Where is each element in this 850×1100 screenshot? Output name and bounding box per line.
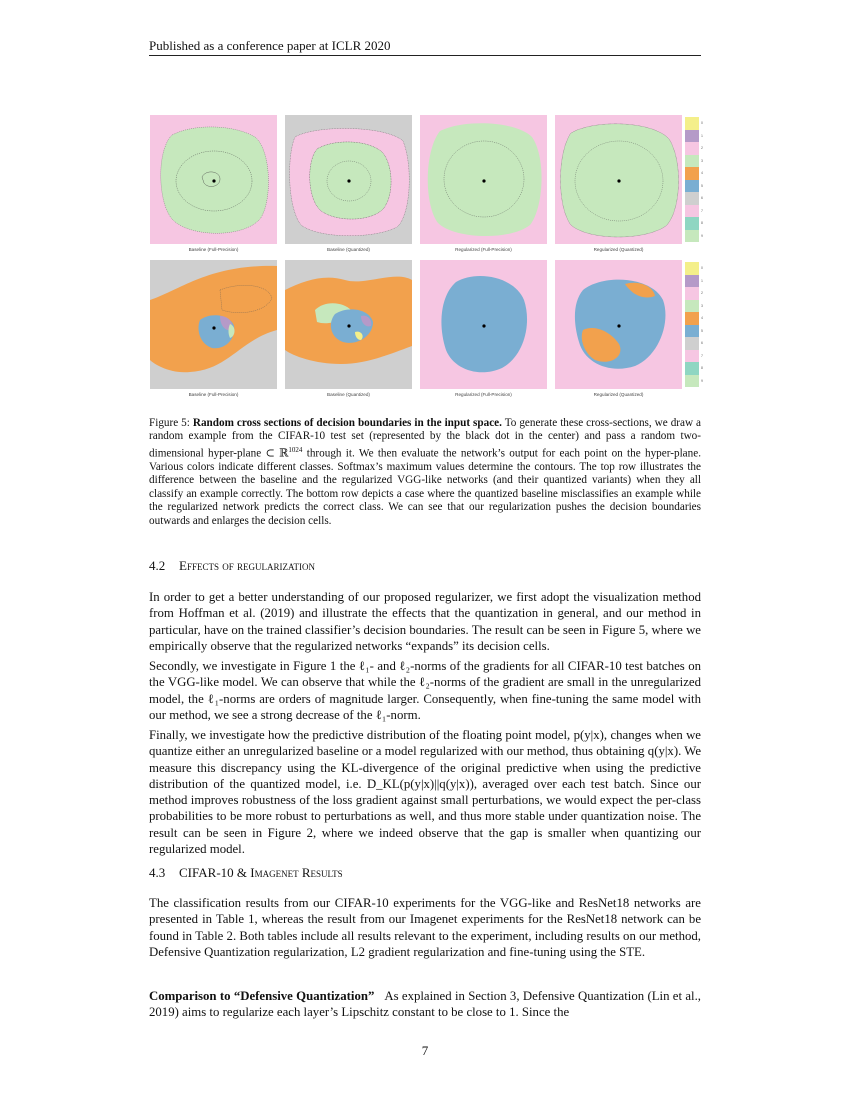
colorbar-tick: 3 xyxy=(701,158,703,163)
colorbar-tick: 6 xyxy=(701,341,703,345)
running-header: Published as a conference paper at ICLR 2020 xyxy=(149,38,391,53)
panel-top-regularized-fp xyxy=(420,115,547,244)
colorbar-top xyxy=(685,117,703,242)
colorbar-tick: 8 xyxy=(701,366,703,370)
paragraph-text: As explained in Section 3, Defensive Quantization (Lin et al., 2019) aims to regularize each layer’s Lipschitz constant to be close to 1. Since the xyxy=(149,989,701,1020)
colorbar-tick: 6 xyxy=(701,196,703,200)
colorbar-tick: 2 xyxy=(701,146,703,150)
colorbar-tick: 5 xyxy=(701,328,703,333)
panel-top-baseline-quant xyxy=(285,115,412,244)
colorbar-tick: 4 xyxy=(701,316,703,320)
section-title: CIFAR-10 & Imagenet Results xyxy=(179,865,343,880)
panel-bottom-baseline-quant xyxy=(285,260,412,389)
panel-label: Regularized (Full-Precision) xyxy=(455,247,512,252)
caption-exponent: 1024 xyxy=(288,445,303,454)
colorbar-tick: 1 xyxy=(701,133,703,138)
panel-label: Regularized (Quantized) xyxy=(593,247,644,252)
colorbar-tick: 7 xyxy=(701,353,703,358)
colorbar-tick: 8 xyxy=(701,221,703,225)
caption-text: To generate these cross-sections, we draw a random example from the CIFAR-10 test set (represented by the black dot in the center) and pass a random two-dimensional hyper-plane ⊂ ℝ xyxy=(149,417,701,460)
header-rule xyxy=(149,55,701,56)
caption-text-cont: through it. We then evaluate the network’s output for each point on the hyper-plane. Various colors indicate different classes. Softmax’s maximum values determine the contours. The top row illustrates the difference between the baseline and the regularized VGG-like networks (and their quantized variants) when they all classify an example correctly. The bottom row depicts a case where the quantized baseline misclassifies an example while the regularized network predicts the correct class. We can see that our regularization pushes the decision boundaries outwards and enlarges the decision cells. xyxy=(149,447,701,527)
colorbar-tick: 7 xyxy=(701,208,703,213)
colorbar-tick: 1 xyxy=(701,278,703,283)
paragraph-heading: Comparison to “Defensive Quantization” xyxy=(149,989,375,1003)
caption-label: Figure 5: xyxy=(149,417,190,429)
figure-5 xyxy=(150,115,702,397)
colorbar-tick: 3 xyxy=(701,303,703,308)
colorbar-tick: 9 xyxy=(701,233,703,238)
panel-label: Baseline (Full-Precision) xyxy=(188,392,239,397)
paragraph: Finally, we investigate how the predictive distribution of the floating point model, p(y|x), changes when we quantize either an unregularized baseline or a model regularized with our method, thus obtaining q(y|x). We measure this discrepancy using the KL-divergence of the original predictive when using the predictive distribution of the quantized model, i.e. D_KL(p(y|x)||q(y|x)), averaged over each test batch. Since our method improves robustness of the loss gradient against small perturbations, we would expect the per-class probabilities to be more robust to perturbations as well, and thus more stable under quantization noise. The result can be seen in Figure 2, where we indeed observe that the gap is smaller when quantizing our regularized model. xyxy=(149,728,701,857)
panel-bottom-regularized-quant xyxy=(555,260,682,389)
paragraph: In order to get a better understanding of our proposed regularizer, we first adopt the visualization method from Hoffman et al. (2019) and illustrate the effects that the quantization in general, and our method in particular, have on the trained classifier’s decision boundaries. The result can be seen in Figure 5, where we empirically observe that the regularized networks “expands” its decision cells. xyxy=(149,590,701,653)
colorbar-tick: 9 xyxy=(701,378,703,383)
section-number: 4.3 xyxy=(149,865,166,880)
paragraph-comparison xyxy=(149,988,701,1021)
panel-label: Baseline (Quantized) xyxy=(327,392,370,397)
section-heading-4-2 xyxy=(149,558,701,574)
panel-top-baseline-fp xyxy=(150,115,277,244)
caption-title: Random cross sections of decision boundaries in the input space. xyxy=(192,417,502,429)
panel-label: Regularized (Quantized) xyxy=(593,392,644,397)
paragraph: Secondly, we investigate in Figure 1 the ℓ₁- and ℓ₂-norms of the gradients for all CIFAR-10 test batches on the VGG-like model. We can observe that while the ℓ₂-norms of the gradient are small in the unregularized model, the ℓ₁-norms are orders of magnitude larger. Consequently, when fine-tuning the same model with our method, we see a strong decrease of the ℓ₁-norm. xyxy=(149,659,701,722)
panel-bottom-regularized-fp xyxy=(420,260,547,389)
page-number: 7 xyxy=(421,1043,429,1058)
section-heading-4-3 xyxy=(149,865,701,881)
panel-label: Baseline (Quantized) xyxy=(327,247,370,252)
section-title: Effects of regularization xyxy=(179,558,315,573)
colorbar-tick: 4 xyxy=(701,171,703,175)
paragraph: The classification results from our CIFAR-10 experiments for the VGG-like and ResNet18 networks are presented in Table 1, whereas the result from our Imagenet experiments for the ResNet18 network can be found in Table 2. Both tables include all results relevant to the experiment, including results on our method, Defensive Quantization regularization, L2 gradient regularization and fine-tuning using the STE. xyxy=(149,896,701,959)
section-number: 4.2 xyxy=(149,558,166,573)
colorbar-tick: 2 xyxy=(701,291,703,295)
panel-bottom-baseline-fp xyxy=(150,260,277,389)
colorbar-tick: 0 xyxy=(701,121,703,125)
figure-caption xyxy=(149,417,701,528)
panel-label: Regularized (Full-Precision) xyxy=(455,392,512,397)
colorbar-tick: 5 xyxy=(701,183,703,188)
panel-top-regularized-quant xyxy=(555,115,682,244)
colorbar-bottom xyxy=(685,262,703,387)
panel-label: Baseline (Full-Precision) xyxy=(188,247,239,252)
colorbar-tick: 0 xyxy=(701,266,703,270)
